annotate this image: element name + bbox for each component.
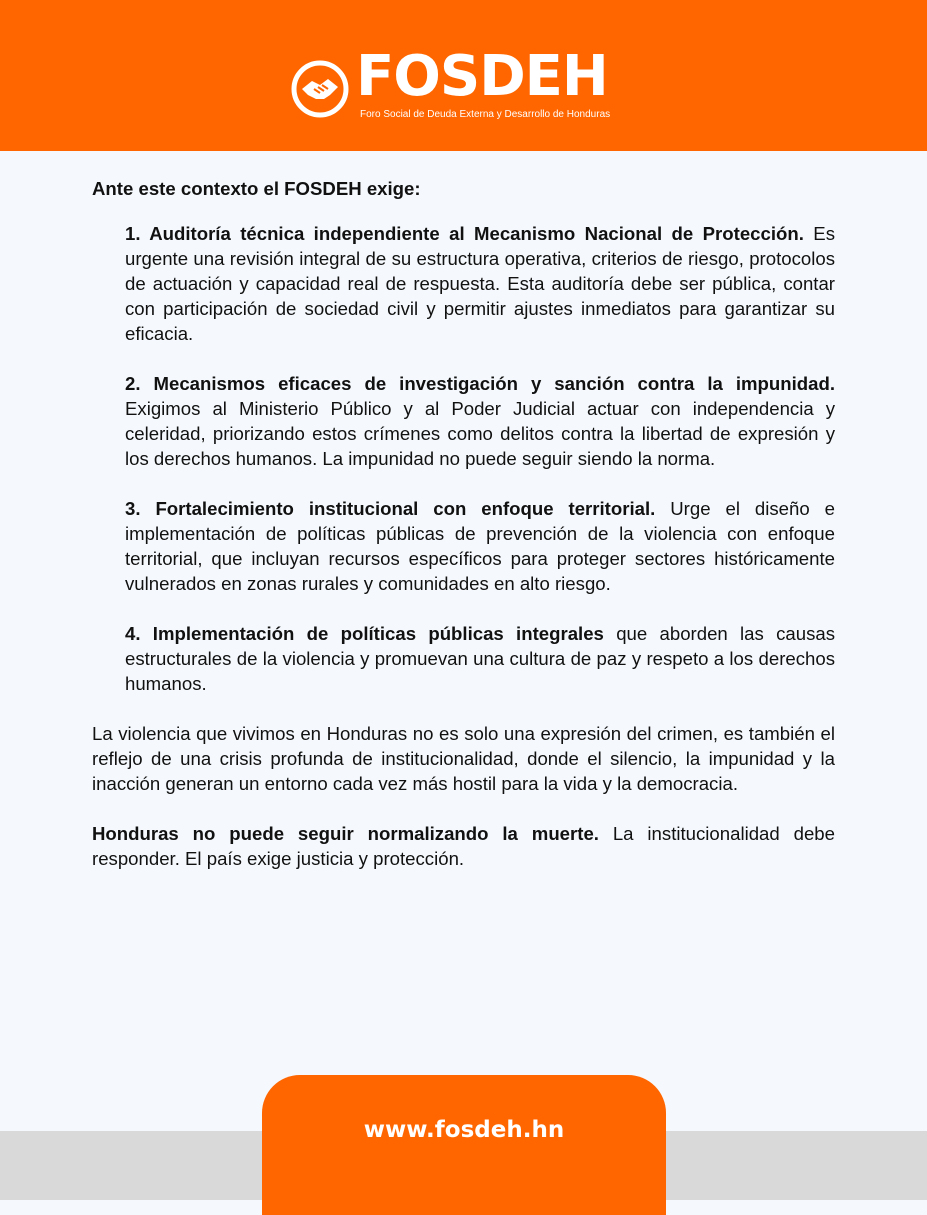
demand-title: 1. Auditoría técnica independiente al Mecanismo Nacional de Protección. [125,223,804,244]
demand-body: Es urgente una revisión integral de su estructura operativa, criterios de riesgo, protocolos de actuación y capacidad real de respuesta. Esta auditoría debe ser pública, contar con participación de sociedad civil y permitir ajustes inmediatos para garantizar su eficacia. [125,223,835,344]
closing-rest: La institucionalidad debe responder. El país exige justicia y protección. [92,823,835,869]
fosdeh-logo [290,44,630,125]
demand-title: 4. Implementación de políticas públicas integrales [125,623,604,644]
demand-title: 3. Fortalecimiento institucional con enfoque territorial. [125,498,656,519]
footer-tab [262,1075,666,1215]
demands-list [92,221,835,696]
demand-item-2 [125,371,835,471]
demand-body: que aborden las causas estructurales de la violencia y promuevan una cultura de paz y respeto a los derechos humanos. [125,623,836,694]
document-body [92,176,835,871]
closing-bold: Honduras no puede seguir normalizando la muerte. [92,823,599,844]
logo-wordmark: FOSDEH [356,44,608,109]
logo-subtitle: Foro Social de Deuda Externa y Desarrollo de Honduras [360,109,611,120]
website-link[interactable]: www.fosdeh.hn [363,1117,565,1143]
demand-body: Urge el diseño e implementación de políticas públicas de prevención de la violencia con enfoque territorial, que incluyan recursos específicos para proteger sectores históricamente vulnerados en zonas rurales y comunidades en alto riesgo. [125,498,835,594]
demand-item-1 [125,221,835,346]
demand-title: 2. Mecanismos eficaces de investigación y sanción contra la impunidad. [125,373,835,394]
closing-paragraph [92,821,835,871]
handshake-logo-icon [290,59,350,119]
intro-heading: Ante este contexto el FOSDEH exige: [92,178,421,199]
demand-item-4 [125,621,835,696]
header-banner [0,0,927,151]
demand-body: Exigimos al Ministerio Público y al Poder Judicial actuar con independencia y celeridad, priorizando estos crímenes como delitos contra la libertad de expresión y los derechos humanos. La impunidad no puede seguir siendo la norma. [125,398,835,469]
violence-paragraph: La violencia que vivimos en Honduras no es solo una expresión del crimen, es también el reflejo de una crisis profunda de institucionalidad, donde el silencio, la impunidad y la inacción generan un entorno cada vez más hostil para la vida y la democracia. [92,723,835,794]
demand-item-3 [125,496,835,596]
